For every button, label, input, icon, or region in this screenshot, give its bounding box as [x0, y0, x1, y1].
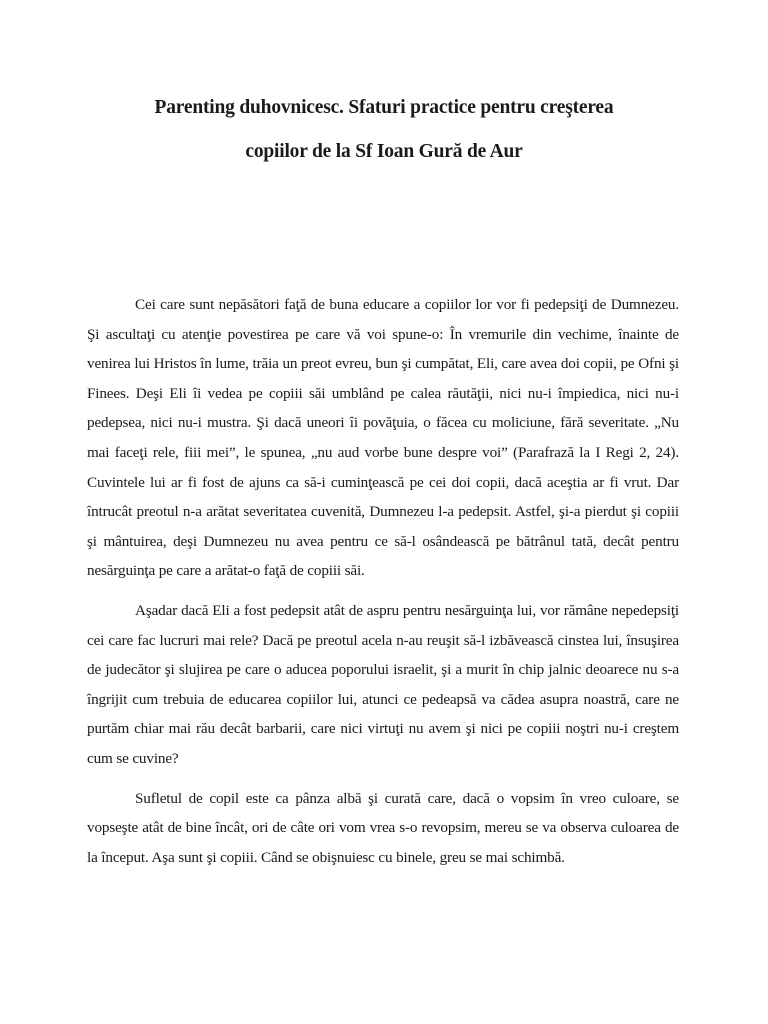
title-line-2: copiilor de la Sf Ioan Gură de Aur	[245, 141, 523, 162]
document-title	[100, 86, 668, 174]
paragraph-3: Sufletul de copil este ca pânza albă şi curată care, dacă o vopsim în vreo culoare, se vopseşte atât de bine încât, ori de câte ori vom vrea s-o revopsim, mereu se va observa culoarea de la început. Aşa sunt şi copiii. Când se obişnuiesc cu binele, greu se mai schimbă.	[87, 789, 679, 866]
title-line-1: Parenting duhovnicesc. Sfaturi practice pentru creşterea	[154, 97, 614, 118]
document-body	[87, 290, 679, 882]
paragraph-2: Aşadar dacă Eli a fost pedepsit atât de aspru pentru nesărguinţa lui, vor rămâne nepedepsiţi cei care fac lucruri mai rele? Dacă pe preotul acela n-au reuşit să-l izbăvească cinstea lui, însuşirea de judecător şi slujirea pe care o aducea poporului israelit, şi a murit în chip jalnic deoarece nu s-a îngrijit cum trebuia de educarea copiilor lui, atunci ce pedeapsă va cădea asupra noastră, care ne purtăm chiar mai rău decât barbarii, care nici virtuţi nu avem şi nici pe copiii noştri nu-i creştem cum se cuvine?	[87, 601, 679, 767]
paragraph-1: Cei care sunt nepăsători faţă de buna educare a copiilor lor vor fi pedepsiţi de Dumnezeu. Şi ascultaţi cu atenţie povestirea pe care vă voi spune-o: În vremurile din vechime, înainte de venirea lui Hristos în lume, trăia un preot evreu, bun şi cumpătat, Eli, care avea doi copii, pe Ofni şi Finees. Deşi Eli îi vedea pe copiii săi umblând pe calea răutăţii, nici nu-i împiedica, nici nu-i pedepsea, nici nu-i mustra. Şi dacă uneori îi povăţuia, o făcea cu moliciune, fără severitate. „Nu mai faceţi rele, fiii mei”, le spunea, „nu aud vorbe bune despre voi” (Parafrază la I Regi 2, 24). Cuvintele lui ar fi fost de ajuns ca să-i cuminţească pe cei doi copii, dacă aceştia ar fi vrut. Dar întrucât preotul n-a arătat severitatea cuvenită, Dumnezeu l-a pedepsit. Astfel, şi-a pierdut şi copiii şi mântuirea, deşi Dumnezeu nu avea pentru ce să-l osândească pe bătrânul tată, decât pentru nesărguinţa pe care a arătat-o faţă de copiii săi.	[87, 296, 679, 580]
